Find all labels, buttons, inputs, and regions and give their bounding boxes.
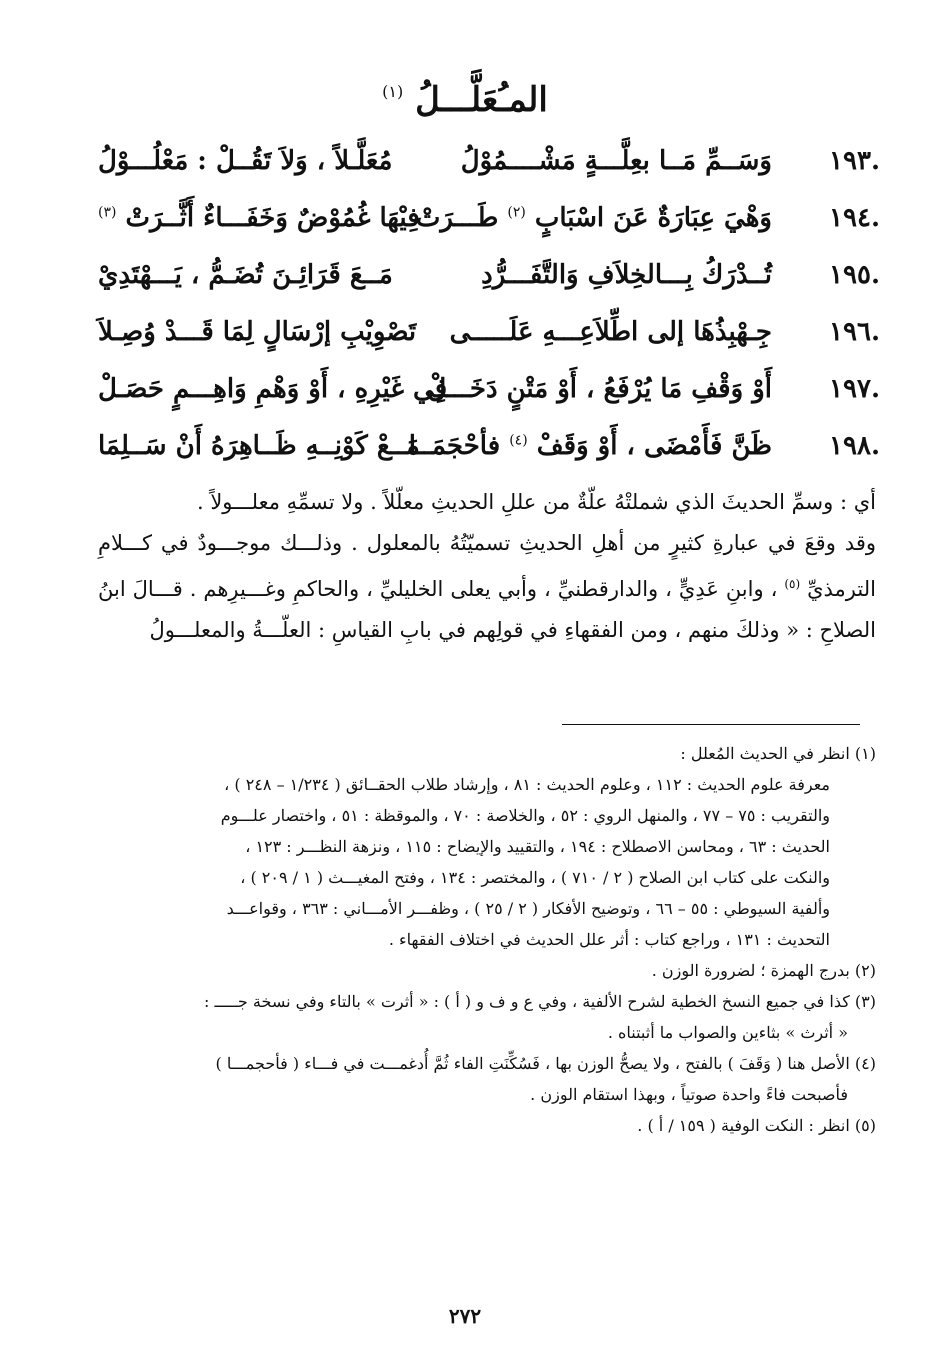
footnote-ref: (٥)	[784, 577, 801, 591]
verse-second-hemistich: مَــعْ كَوْنِــهِ ظَــاهِرَهُ أَنْ سَــلِمَا	[98, 431, 420, 461]
verse-first-hemistich: وَسَــمِّ مَــا بعِلَّـــةٍ مَشْــــمُوْلُ	[460, 146, 772, 176]
chapter-title	[0, 80, 930, 120]
verse-line	[98, 140, 880, 197]
footnote-4-cont: فأصبحت فاءً واحدة صوتياً ، وبهذا استقام الوزن .	[530, 1085, 848, 1104]
footnote-ref-line: والتقريب : ٧٥ – ٧٧ ، والمنهل الروي : ٥٢ ، والخلاصة : ٧٠ ، والموقظة : ٥١ ، واختصار علـــوم	[220, 806, 830, 825]
footnote-ref: (٢)	[507, 204, 526, 221]
footnote-3-cont: « أثرث » بثاءين والصواب ما أثبتناه .	[607, 1023, 848, 1042]
verse-number: ١٩٦.	[829, 317, 880, 347]
footnote-ref-line: وألفية السيوطي : ٥٥ – ٦٦ ، وتوضيح الأفكار ( ٢ / ٢٥ ) ، وظفـــر الأمـــاني : ٣٦٣ ، وقواعـــد	[226, 899, 830, 918]
footnote-ref-line: معرفة علوم الحديث : ١١٢ ، وعلوم الحديث : ٨١ ، وإرشاد طلاب الحقــائق ( ١/٢٣٤ – ٢٤٨ ) ،	[224, 775, 830, 794]
commentary-paragraph: أي : وسمِّ الحديثَ الذي شملتْهُ علّةٌ من عللِ الحديثِ معلّلاً . ولا تسمِّهِ معلـــولاً .	[196, 490, 876, 514]
verse-number: ١٩٧.	[829, 374, 880, 404]
verse-first-hemistich: وَهْيَ عِبَارَةٌ عَنَ اسْبَابٍ $^{(٢)}$ طَـــرَتْ	[415, 203, 772, 233]
footnotes	[98, 738, 876, 1141]
footnote-ref: (٤)	[509, 432, 528, 449]
commentary	[98, 482, 876, 651]
commentary-paragraph: وقد وقعَ في عبارةِ كثيرٍ من أهلِ الحديثِ تسميّتُهُ بالمعلول . وذلـــك موجـــودٌ في كـــلامِ الترمذيِّ $^{(٥)}$ ، وابنِ عَدِيٍّ ، والدارقطنيِّ ، وأبي يعلى الخليليِّ ، والحاكمِ وغـــيرِهم . قـــالَ ابنُ الصلاحِ : « وذلكَ منهم ، ومن الفقهاءِ في قولِهم في بابِ القياسِ : العلّـــةُ والمعلـــولُ	[98, 531, 876, 642]
verse-second-hemistich: فِي غَيْرِهِ ، أَوْ وَهْمِ وَاهِـــمٍ حَصَـلْ	[98, 374, 448, 404]
footnote-3: (٣) كذا في جميع النسخ الخطية لشرح الألفية ، وفي ع و ف و ( أ ) : « أثرت » بالتاء وفي نسخة جـــــ :	[204, 992, 876, 1011]
verse-first-hemistich: جِـهْبِذُهَا إلى اطِّلاَعِـــهِ عَلَـــــى	[449, 317, 772, 347]
footnote-ref-line: الحديث : ٦٣ ، ومحاسن الاصطلاح : ١٩٤ ، والتقييد والإيضاح : ١١٥ ، ونزهة النظـــر : ١٢٣ ،	[245, 837, 830, 856]
verse-second-hemistich: تَصْوِيْبِ إرْسَالٍ لِمَا قَـــدْ وُصِـلاَ	[98, 317, 417, 347]
footnote-5: (٥) انظر : النكت الوفية ( ١٥٩ / أ ) .	[637, 1116, 876, 1135]
verse-line	[98, 425, 880, 482]
verse-second-hemistich: مُعَلَّـلاً ، وَلاَ تَقُــلْ : مَعْلُـــوْلُ	[98, 146, 393, 176]
verse-second-hemistich: فِيْهَا غُمُوْضٌ وَخَفَـــاءٌ أَثَّــرَتْ $^{(٣)}$	[98, 203, 420, 233]
page-number: ٢٧٢	[448, 1304, 482, 1328]
footnote-ref-line: التحديث : ١٣١ ، وراجع كتاب : أثر علل الحديث في اختلاف الفقهاء .	[388, 930, 830, 949]
verse-second-hemistich: مَــعَ قَرَائِـنَ تُضَـمُّ ، يَـــهْتَدِيْ	[98, 260, 393, 290]
footnote-separator	[562, 724, 860, 725]
footnote-1-head: (١) انظر في الحديث المُعلل :	[680, 744, 876, 763]
verse-first-hemistich: ظَنَّ فَأَمْضَى ، أَوْ وَقَفْ $^{(٤)}$ فأحْجَمَــا	[408, 431, 772, 461]
verse-number: ١٩٤.	[829, 203, 880, 233]
verse-line	[98, 311, 880, 368]
verse-line	[98, 254, 880, 311]
verse-line	[98, 197, 880, 254]
verse-first-hemistich: أَوْ وَقْفِ مَا يُرْفَعُ ، أَوْ مَتْنٍ دَخَـــلْ	[427, 374, 772, 404]
verse-number: ١٩٣.	[829, 146, 880, 176]
footnote-4: (٤) الأصل هنا ( وَقَفَ ) بالفتح ، ولا يصحُّ الوزن بها ، فَسُكِّنَتِ الفاء ثُمَّ أُدغمـــت في فـــاء ( فأحجمـــا )	[215, 1054, 876, 1073]
verse-first-hemistich: تُــدْرَكُ بِـــالخِلاَفِ وَالتَّفَـــرُّدِ	[481, 260, 772, 290]
chapter-title-text: المـُعَلَّـــلُ	[415, 80, 548, 120]
verse-number: ١٩٥.	[829, 260, 880, 290]
footnote-ref: (١)	[382, 82, 404, 101]
verse-number: ١٩٨.	[829, 431, 880, 461]
footnote-ref: (٣)	[98, 204, 117, 221]
footnote-1-refs	[98, 769, 876, 955]
verse-list	[98, 140, 880, 482]
verse-line	[98, 368, 880, 425]
footnote-ref-line: والنكت على كتاب ابن الصلاح ( ٢ / ٧١٠ ) ، والمختصر : ١٣٤ ، وفتح المغيـــث ( ١ / ٢٠٩ ) ،	[240, 868, 830, 887]
footnote-2: (٢) بدرج الهمزة ؛ لضرورة الوزن .	[651, 961, 876, 980]
